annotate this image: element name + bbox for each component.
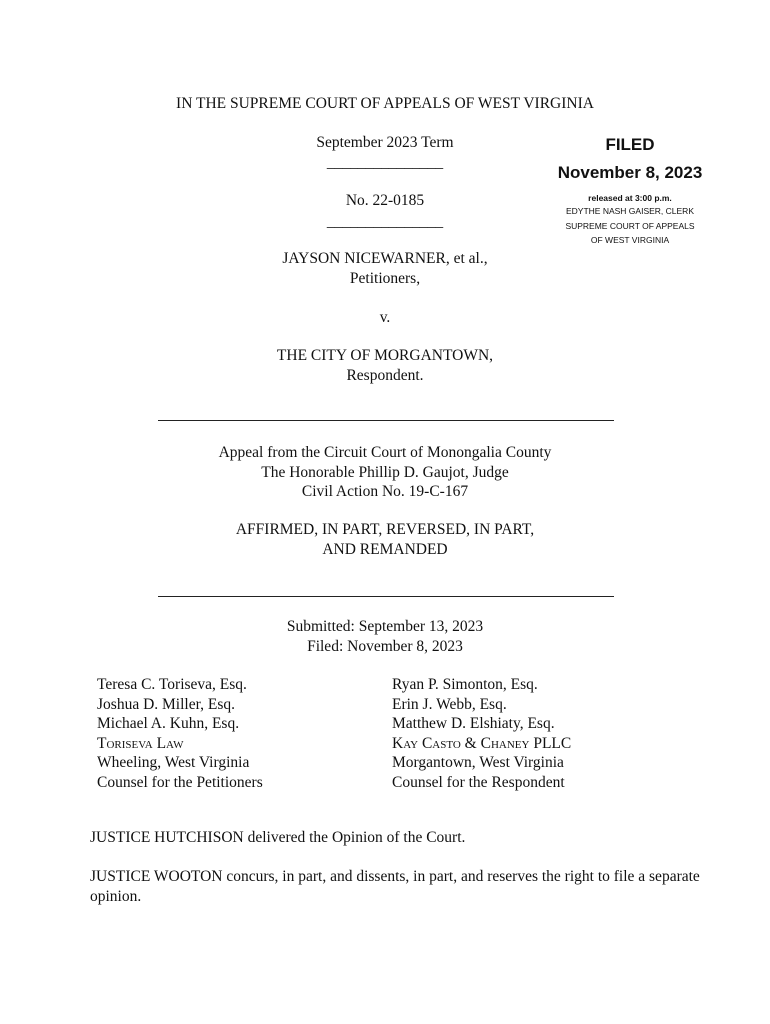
disposition-block [130,520,640,559]
opinion-concurrence: JUSTICE WOOTON concurs, in part, and dissents, in part, and reserves the right to file a separate opinion. [90,868,700,905]
counsel-location: Morgantown, West Virginia [392,754,564,771]
stamp-court-line2: OF WEST VIRGINIA [590,235,670,245]
counsel-name: Joshua D. Miller, Esq. [97,695,236,713]
counsel-petitioners [97,675,357,792]
respondent-role: Respondent. [346,366,424,384]
counsel-name: Matthew D. Elshiaty, Esq. [392,715,555,732]
separator-top: _______________ [326,154,444,171]
court-title: IN THE SUPREME COURT OF APPEALS OF WEST VIRGINIA [176,95,594,112]
filed-stamp [548,134,712,248]
docket-number: No. 22-0185 [345,192,425,209]
dates-block [180,617,590,656]
term: September 2023 Term [316,134,454,151]
stamp-date: November 8, 2023 [557,163,703,182]
appeal-block [130,443,640,502]
versus: v. [379,309,391,326]
petitioners-block [180,249,590,288]
horizontal-rule [158,420,614,421]
petitioner-role: Petitioners, [349,269,421,287]
law-firm: Kay Casto & Chaney PLLC [392,734,572,752]
appeal-line3: Civil Action No. 19-C-167 [301,483,469,500]
horizontal-rule [158,596,614,597]
appeal-line2: The Honorable Phillip D. Gaujot, Judge [261,463,509,481]
stamp-filed: FILED [605,135,655,154]
respondent-name: THE CITY OF MORGANTOWN, [276,347,494,364]
respondent-block [180,346,590,385]
law-firm: Toriseva Law [97,734,184,752]
petitioner-name: JAYSON NICEWARNER, et al., [282,250,488,267]
counsel-role: Counsel for the Respondent [392,773,565,791]
filed-date: Filed: November 8, 2023 [307,637,463,655]
disposition-line2: AND REMANDED [322,540,448,558]
opinion-delivered: JUSTICE HUTCHISON delivered the Opinion of the Court. [90,829,466,846]
counsel-name: Teresa C. Toriseva, Esq. [97,676,247,693]
submitted-date: Submitted: September 13, 2023 [286,618,484,635]
appeal-line1: Appeal from the Circuit Court of Monongalia County [218,444,552,461]
counsel-location: Wheeling, West Virginia [97,754,250,771]
counsel-name: Ryan P. Simonton, Esq. [392,676,538,693]
stamp-released: released at 3:00 p.m. [588,193,672,203]
disposition-line1: AFFIRMED, IN PART, REVERSED, IN PART, [235,521,535,538]
stamp-court-line1: SUPREME COURT OF APPEALS [565,220,695,231]
separator-bottom: _______________ [326,213,444,230]
counsel-role: Counsel for the Petitioners [97,773,263,791]
stamp-clerk: EDYTHE NASH GAISER, CLERK [565,206,694,216]
counsel-name: Erin J. Webb, Esq. [392,695,507,713]
counsel-name: Michael A. Kuhn, Esq. [97,715,240,732]
counsel-respondent [392,675,692,792]
